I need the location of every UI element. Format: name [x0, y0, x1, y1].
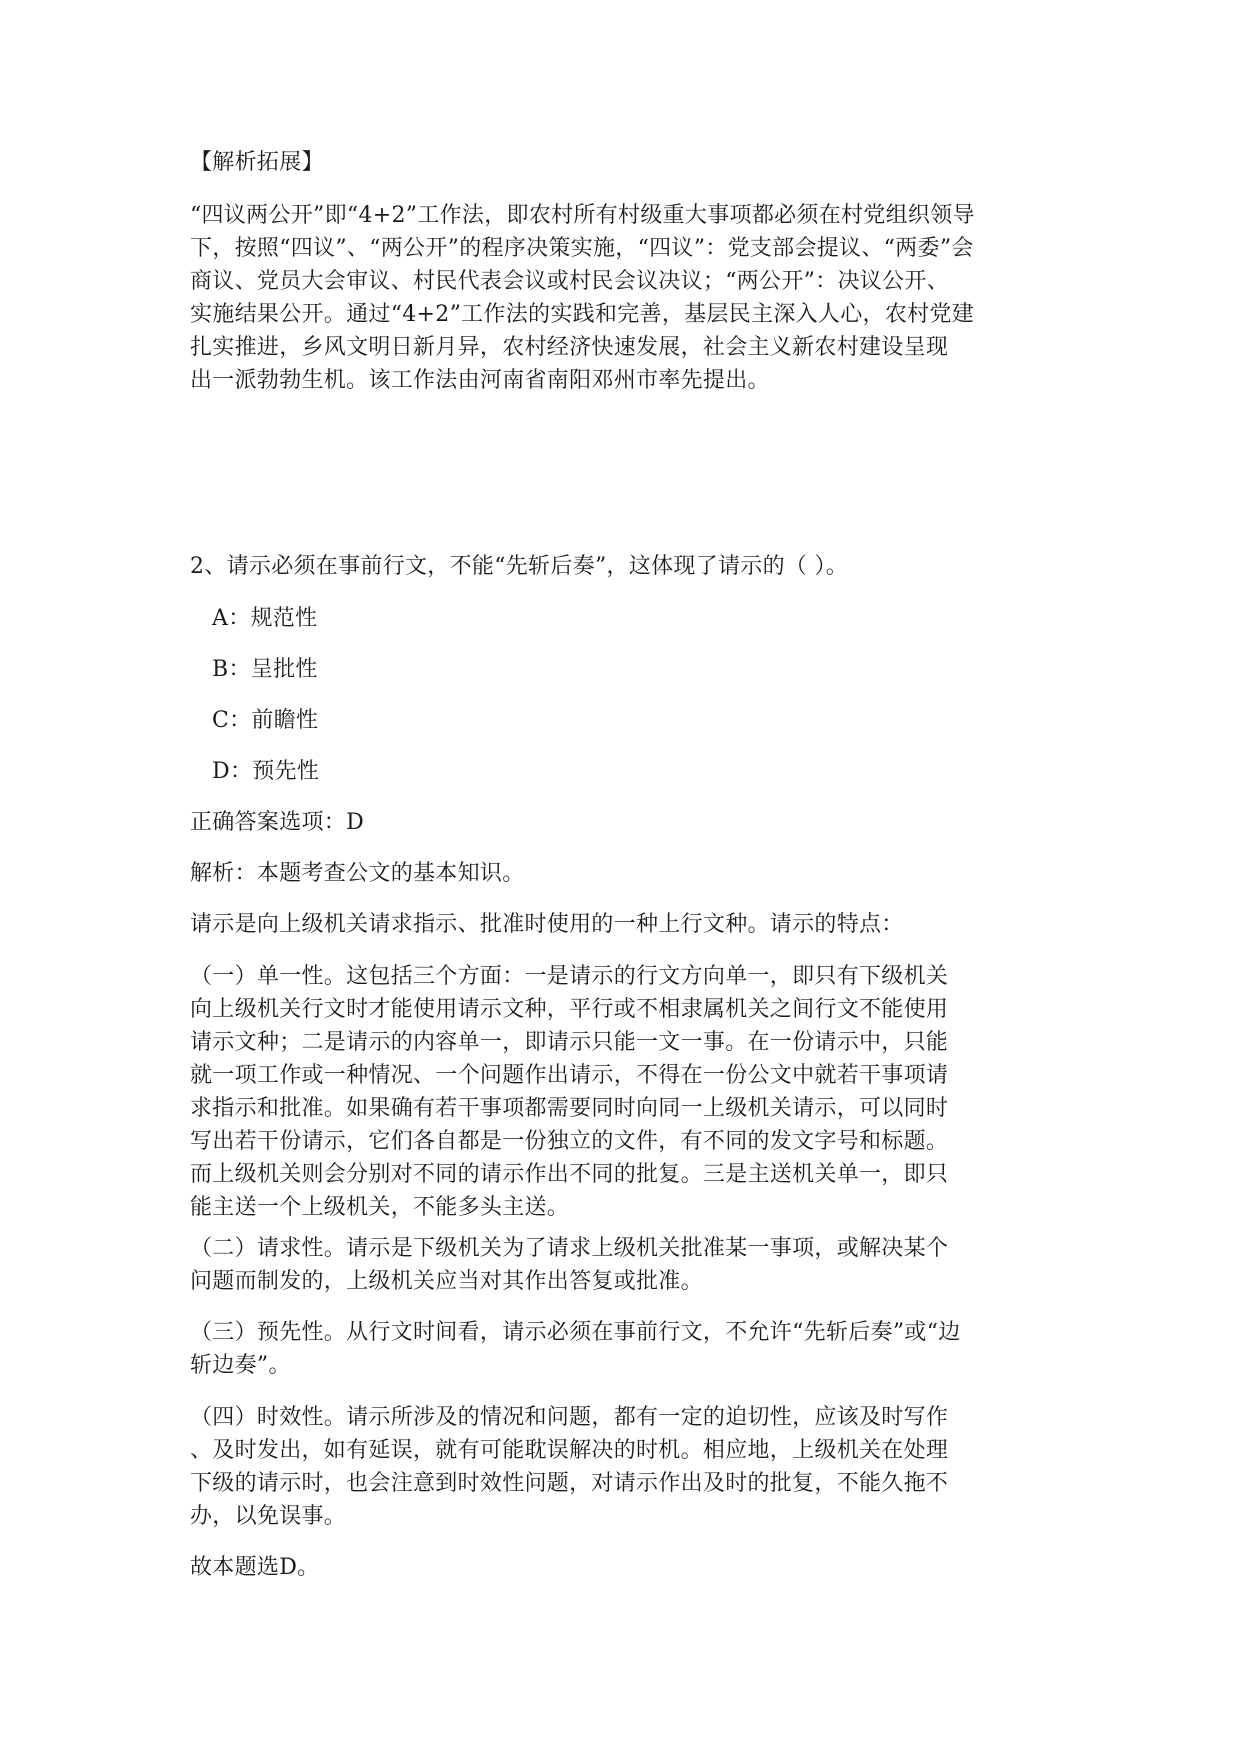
analysis-intro: 请示是向上级机关请求指示、批准时使用的一种上行文种。请示的特点： [190, 912, 904, 937]
conclusion: 故本题选D。 [190, 1555, 320, 1580]
paragraph-line: “四议两公开”即“4+2”工作法，即农村所有村级重大事项都必须在村党组织领导 [190, 203, 975, 228]
paragraph-line: 写出若干份请示，它们各自都是一份独立的文件，有不同的发文字号和标题。 [190, 1129, 949, 1154]
paragraph-line: 下级的请示时，也会注意到时效性问题，对请示作出及时的批复，不能久拖不 [190, 1471, 949, 1496]
paragraph-line: （四）时效性。请示所涉及的情况和问题，都有一定的迫切性，应该及时写作 [190, 1405, 949, 1430]
paragraph-line: （三）预先性。从行文时间看，请示必须在事前行文，不允许“先斩后奏”或“边 [190, 1320, 961, 1345]
paragraph-line: 下，按照“四议”、“两公开”的程序决策实施，“四议”：党支部会提议、“两委”会 [190, 236, 974, 261]
expansion-paragraph [190, 199, 1060, 397]
correct-answer: 正确答案选项：D [190, 810, 365, 835]
paragraph-line: 办，以免误事。 [190, 1504, 347, 1529]
paragraph-line: 能主送一个上级机关，不能多头主送。 [190, 1195, 570, 1220]
option-d: D：预先性 [212, 759, 320, 784]
paragraph-line: 实施结果公开。通过“4+2”工作法的实践和完善，基层民主深入人心，农村党建 [190, 302, 975, 327]
option-c: C：前瞻性 [212, 708, 319, 733]
question-stem: 2、请示必须在事前行文，不能“先斩后奏”，这体现了请示的（ ）。 [190, 554, 849, 579]
paragraph-line: 出一派勃勃生机。该工作法由河南省南阳邓州市率先提出。 [190, 368, 770, 393]
point-four-paragraph [190, 1401, 1060, 1533]
paragraph-line: 、及时发出，如有延误，就有可能耽误解决的时机。相应地，上级机关在处理 [190, 1438, 949, 1463]
paragraph-line: 问题而制发的，上级机关应当对其作出答复或批准。 [190, 1269, 703, 1294]
paragraph-line: （二）请求性。请示是下级机关为了请求上级机关批准某一事项，或解决某个 [190, 1236, 949, 1261]
paragraph-line: 扎实推进，乡风文明日新月异，农村经济快速发展，社会主义新农村建设呈现 [190, 335, 949, 360]
option-b: B：呈批性 [212, 657, 318, 682]
point-three-paragraph [190, 1316, 1060, 1382]
paragraph-line: （一）单一性。这包括三个方面：一是请示的行文方向单一，即只有下级机关 [190, 964, 949, 989]
paragraph-line: 就一项工作或一种情况、一个问题作出请示，不得在一份公文中就若干事项请 [190, 1063, 949, 1088]
analysis-line: 解析：本题考查公文的基本知识。 [190, 861, 525, 886]
paragraph-line: 而上级机关则会分别对不同的请示作出不同的批复。三是主送机关单一，即只 [190, 1162, 949, 1187]
paragraph-line: 斩边奏”。 [190, 1353, 291, 1378]
point-two-paragraph [190, 1232, 1060, 1298]
paragraph-line: 请示文种；二是请示的内容单一，即请示只能一文一事。在一份请示中，只能 [190, 1030, 949, 1055]
paragraph-line: 求指示和批准。如果确有若干事项都需要同时向同一上级机关请示，可以同时 [190, 1096, 949, 1121]
expansion-heading: 【解析拓展】 [190, 150, 324, 175]
paragraph-line: 向上级机关行文时才能使用请示文种，平行或不相隶属机关之间行文不能使用 [190, 997, 949, 1022]
option-a: A：规范性 [212, 606, 318, 631]
paragraph-line: 商议、党员大会审议、村民代表会议或村民会议决议；“两公开”：决议公开、 [190, 269, 949, 294]
point-one-paragraph [190, 960, 1060, 1224]
